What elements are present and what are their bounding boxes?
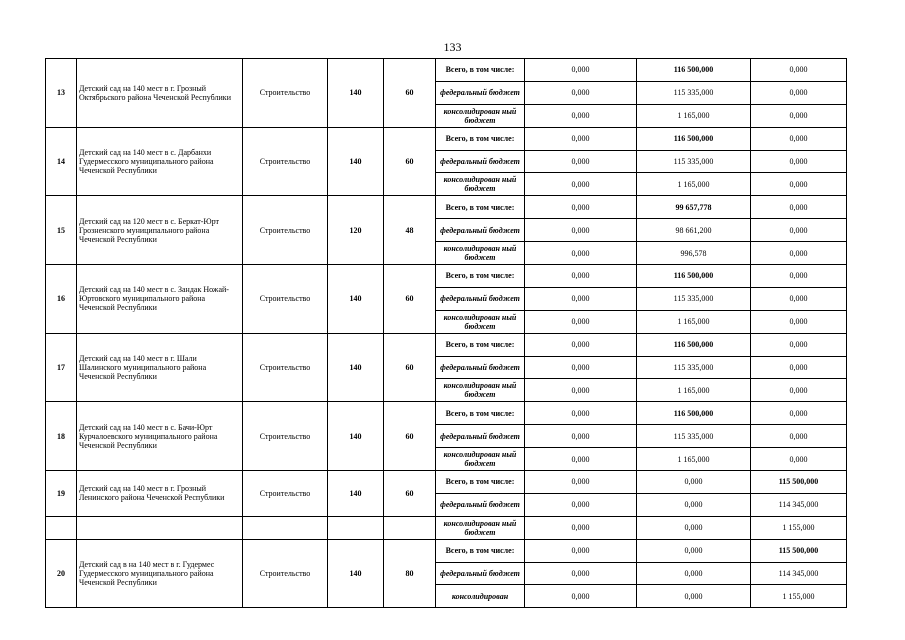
funding-source: консолидирован ный бюджет bbox=[436, 242, 525, 265]
value-year-1: 0,000 bbox=[525, 127, 637, 150]
object-name: Детский сад в на 140 мест в г. Гудермес Гудермесского муниципального района Чеченской Республики bbox=[77, 539, 243, 608]
value-year-2: 115 335,000 bbox=[637, 81, 751, 104]
value-year-2: 116 500,000 bbox=[637, 127, 751, 150]
capacity-places: 140 bbox=[328, 471, 384, 517]
value-year-2: 116 500,000 bbox=[637, 265, 751, 288]
object-name: Детский сад на 140 мест в с. Бачи-Юрт Курчалоевского муниципального района Чеченской Республики bbox=[77, 402, 243, 471]
capacity-value: 60 bbox=[384, 59, 436, 128]
value-year-3: 0,000 bbox=[751, 356, 847, 379]
table-row bbox=[46, 59, 847, 82]
funding-source: федеральный бюджет bbox=[436, 287, 525, 310]
funding-source: Всего, в том числе: bbox=[436, 196, 525, 219]
table-body bbox=[46, 59, 847, 608]
capacity-places: 140 bbox=[328, 402, 384, 471]
capacity-places: 140 bbox=[328, 333, 384, 402]
work-type: Строительство bbox=[243, 265, 328, 334]
value-year-1: 0,000 bbox=[525, 516, 637, 539]
row-number: 17 bbox=[46, 333, 77, 402]
row-number: 14 bbox=[46, 127, 77, 196]
value-year-3: 0,000 bbox=[751, 127, 847, 150]
value-year-2: 0,000 bbox=[637, 471, 751, 494]
row-number: 20 bbox=[46, 539, 77, 608]
table-row bbox=[46, 127, 847, 150]
value-year-1: 0,000 bbox=[525, 333, 637, 356]
table-row bbox=[46, 196, 847, 219]
funding-source: консолидирован ный бюджет bbox=[436, 104, 525, 127]
page-number: 133 bbox=[443, 40, 462, 54]
value-year-3: 0,000 bbox=[751, 59, 847, 82]
capacity-value: 48 bbox=[384, 196, 436, 265]
table-row bbox=[46, 333, 847, 356]
funding-source: консолидирован ный бюджет bbox=[436, 173, 525, 196]
row-number: 16 bbox=[46, 265, 77, 334]
empty-cell bbox=[384, 516, 436, 539]
capacity-value: 60 bbox=[384, 265, 436, 334]
capacity-places: 140 bbox=[328, 59, 384, 128]
work-type: Строительство bbox=[243, 196, 328, 265]
value-year-2: 1 165,000 bbox=[637, 310, 751, 333]
capacity-value: 60 bbox=[384, 127, 436, 196]
value-year-1: 0,000 bbox=[525, 379, 637, 402]
value-year-3: 0,000 bbox=[751, 425, 847, 448]
funding-source: федеральный бюджет bbox=[436, 150, 525, 173]
object-name: Детский сад на 140 мест в г. Грозный Ленинского района Чеченской Республики bbox=[77, 471, 243, 517]
work-type: Строительство bbox=[243, 539, 328, 608]
value-year-3: 0,000 bbox=[751, 196, 847, 219]
funding-source: Всего, в том числе: bbox=[436, 265, 525, 288]
value-year-3: 0,000 bbox=[751, 81, 847, 104]
value-year-2: 116 500,000 bbox=[637, 333, 751, 356]
table-row bbox=[46, 516, 847, 539]
value-year-3: 0,000 bbox=[751, 402, 847, 425]
value-year-1: 0,000 bbox=[525, 104, 637, 127]
value-year-2: 1 165,000 bbox=[637, 448, 751, 471]
value-year-2: 116 500,000 bbox=[637, 402, 751, 425]
funding-source: консолидирован bbox=[436, 585, 525, 608]
value-year-1: 0,000 bbox=[525, 173, 637, 196]
value-year-3: 0,000 bbox=[751, 265, 847, 288]
work-type: Строительство bbox=[243, 127, 328, 196]
value-year-1: 0,000 bbox=[525, 493, 637, 516]
value-year-3: 0,000 bbox=[751, 242, 847, 265]
table-row bbox=[46, 402, 847, 425]
value-year-2: 115 335,000 bbox=[637, 425, 751, 448]
empty-cell bbox=[46, 516, 77, 539]
value-year-3: 0,000 bbox=[751, 310, 847, 333]
row-number: 13 bbox=[46, 59, 77, 128]
value-year-2: 0,000 bbox=[637, 585, 751, 608]
capacity-value: 60 bbox=[384, 333, 436, 402]
funding-source: консолидирован ный бюджет bbox=[436, 310, 525, 333]
value-year-1: 0,000 bbox=[525, 539, 637, 562]
value-year-1: 0,000 bbox=[525, 59, 637, 82]
funding-source: консолидирован ный бюджет bbox=[436, 448, 525, 471]
funding-source: Всего, в том числе: bbox=[436, 471, 525, 494]
capacity-value: 60 bbox=[384, 402, 436, 471]
funding-source: федеральный бюджет bbox=[436, 356, 525, 379]
table-row bbox=[46, 265, 847, 288]
value-year-2: 0,000 bbox=[637, 516, 751, 539]
row-number: 15 bbox=[46, 196, 77, 265]
capacity-places: 120 bbox=[328, 196, 384, 265]
value-year-2: 116 500,000 bbox=[637, 59, 751, 82]
value-year-1: 0,000 bbox=[525, 356, 637, 379]
empty-cell bbox=[328, 516, 384, 539]
capacity-places: 140 bbox=[328, 539, 384, 608]
value-year-3: 0,000 bbox=[751, 219, 847, 242]
funding-source: Всего, в том числе: bbox=[436, 539, 525, 562]
value-year-1: 0,000 bbox=[525, 287, 637, 310]
value-year-2: 1 165,000 bbox=[637, 104, 751, 127]
value-year-1: 0,000 bbox=[525, 81, 637, 104]
value-year-3: 0,000 bbox=[751, 287, 847, 310]
funding-source: федеральный бюджет bbox=[436, 562, 525, 585]
value-year-3: 0,000 bbox=[751, 448, 847, 471]
value-year-3: 0,000 bbox=[751, 104, 847, 127]
capacity-places: 140 bbox=[328, 265, 384, 334]
value-year-2: 996,578 bbox=[637, 242, 751, 265]
value-year-3: 115 500,000 bbox=[751, 471, 847, 494]
value-year-2: 115 335,000 bbox=[637, 287, 751, 310]
value-year-3: 0,000 bbox=[751, 173, 847, 196]
funding-source: федеральный бюджет bbox=[436, 493, 525, 516]
value-year-1: 0,000 bbox=[525, 585, 637, 608]
value-year-3: 0,000 bbox=[751, 150, 847, 173]
capacity-value: 80 bbox=[384, 539, 436, 608]
table-row bbox=[46, 539, 847, 562]
work-type: Строительство bbox=[243, 471, 328, 517]
value-year-2: 1 165,000 bbox=[637, 379, 751, 402]
value-year-1: 0,000 bbox=[525, 196, 637, 219]
value-year-3: 0,000 bbox=[751, 333, 847, 356]
capacity-value: 60 bbox=[384, 471, 436, 517]
value-year-2: 1 165,000 bbox=[637, 173, 751, 196]
value-year-1: 0,000 bbox=[525, 150, 637, 173]
funding-source: федеральный бюджет bbox=[436, 425, 525, 448]
value-year-1: 0,000 bbox=[525, 242, 637, 265]
value-year-2: 99 657,778 bbox=[637, 196, 751, 219]
funding-source: консолидирован ный бюджет bbox=[436, 379, 525, 402]
value-year-1: 0,000 bbox=[525, 265, 637, 288]
row-number: 18 bbox=[46, 402, 77, 471]
value-year-3: 114 345,000 bbox=[751, 562, 847, 585]
value-year-2: 0,000 bbox=[637, 539, 751, 562]
value-year-1: 0,000 bbox=[525, 471, 637, 494]
funding-source: Всего, в том числе: bbox=[436, 127, 525, 150]
funding-source: федеральный бюджет bbox=[436, 81, 525, 104]
value-year-2: 0,000 bbox=[637, 493, 751, 516]
work-type: Строительство bbox=[243, 333, 328, 402]
table-row bbox=[46, 471, 847, 494]
object-name: Детский сад на 140 мест в с. Дарбанхи Гудермесского муниципального района Чеченской Республики bbox=[77, 127, 243, 196]
object-name: Детский сад на 120 мест в с. Беркат-Юрт Грозненского муниципального района Чеченской Республики bbox=[77, 196, 243, 265]
value-year-1: 0,000 bbox=[525, 219, 637, 242]
value-year-1: 0,000 bbox=[525, 402, 637, 425]
value-year-2: 0,000 bbox=[637, 562, 751, 585]
object-name: Детский сад на 140 мест в с. Зандак Ножай-Юртовского муниципального района Чеченской Республики bbox=[77, 265, 243, 334]
value-year-1: 0,000 bbox=[525, 310, 637, 333]
value-year-2: 115 335,000 bbox=[637, 150, 751, 173]
funding-source: консолидирован ный бюджет bbox=[436, 516, 525, 539]
value-year-3: 1 155,000 bbox=[751, 516, 847, 539]
empty-cell bbox=[243, 516, 328, 539]
value-year-1: 0,000 bbox=[525, 448, 637, 471]
value-year-3: 115 500,000 bbox=[751, 539, 847, 562]
value-year-3: 114 345,000 bbox=[751, 493, 847, 516]
object-name: Детский сад на 140 мест в г. Грозный Октябрьского района Чеченской Республики bbox=[77, 59, 243, 128]
value-year-1: 0,000 bbox=[525, 425, 637, 448]
value-year-2: 115 335,000 bbox=[637, 356, 751, 379]
value-year-3: 0,000 bbox=[751, 379, 847, 402]
funding-source: федеральный бюджет bbox=[436, 219, 525, 242]
funding-source: Всего, в том числе: bbox=[436, 333, 525, 356]
value-year-2: 98 661,200 bbox=[637, 219, 751, 242]
work-type: Строительство bbox=[243, 402, 328, 471]
budget-table bbox=[45, 58, 847, 608]
value-year-3: 1 155,000 bbox=[751, 585, 847, 608]
work-type: Строительство bbox=[243, 59, 328, 128]
capacity-places: 140 bbox=[328, 127, 384, 196]
funding-source: Всего, в том числе: bbox=[436, 402, 525, 425]
funding-source: Всего, в том числе: bbox=[436, 59, 525, 82]
empty-cell bbox=[77, 516, 243, 539]
object-name: Детский сад на 140 мест в г. Шали Шалинского муниципального района Чеченской Республики bbox=[77, 333, 243, 402]
value-year-1: 0,000 bbox=[525, 562, 637, 585]
row-number: 19 bbox=[46, 471, 77, 517]
